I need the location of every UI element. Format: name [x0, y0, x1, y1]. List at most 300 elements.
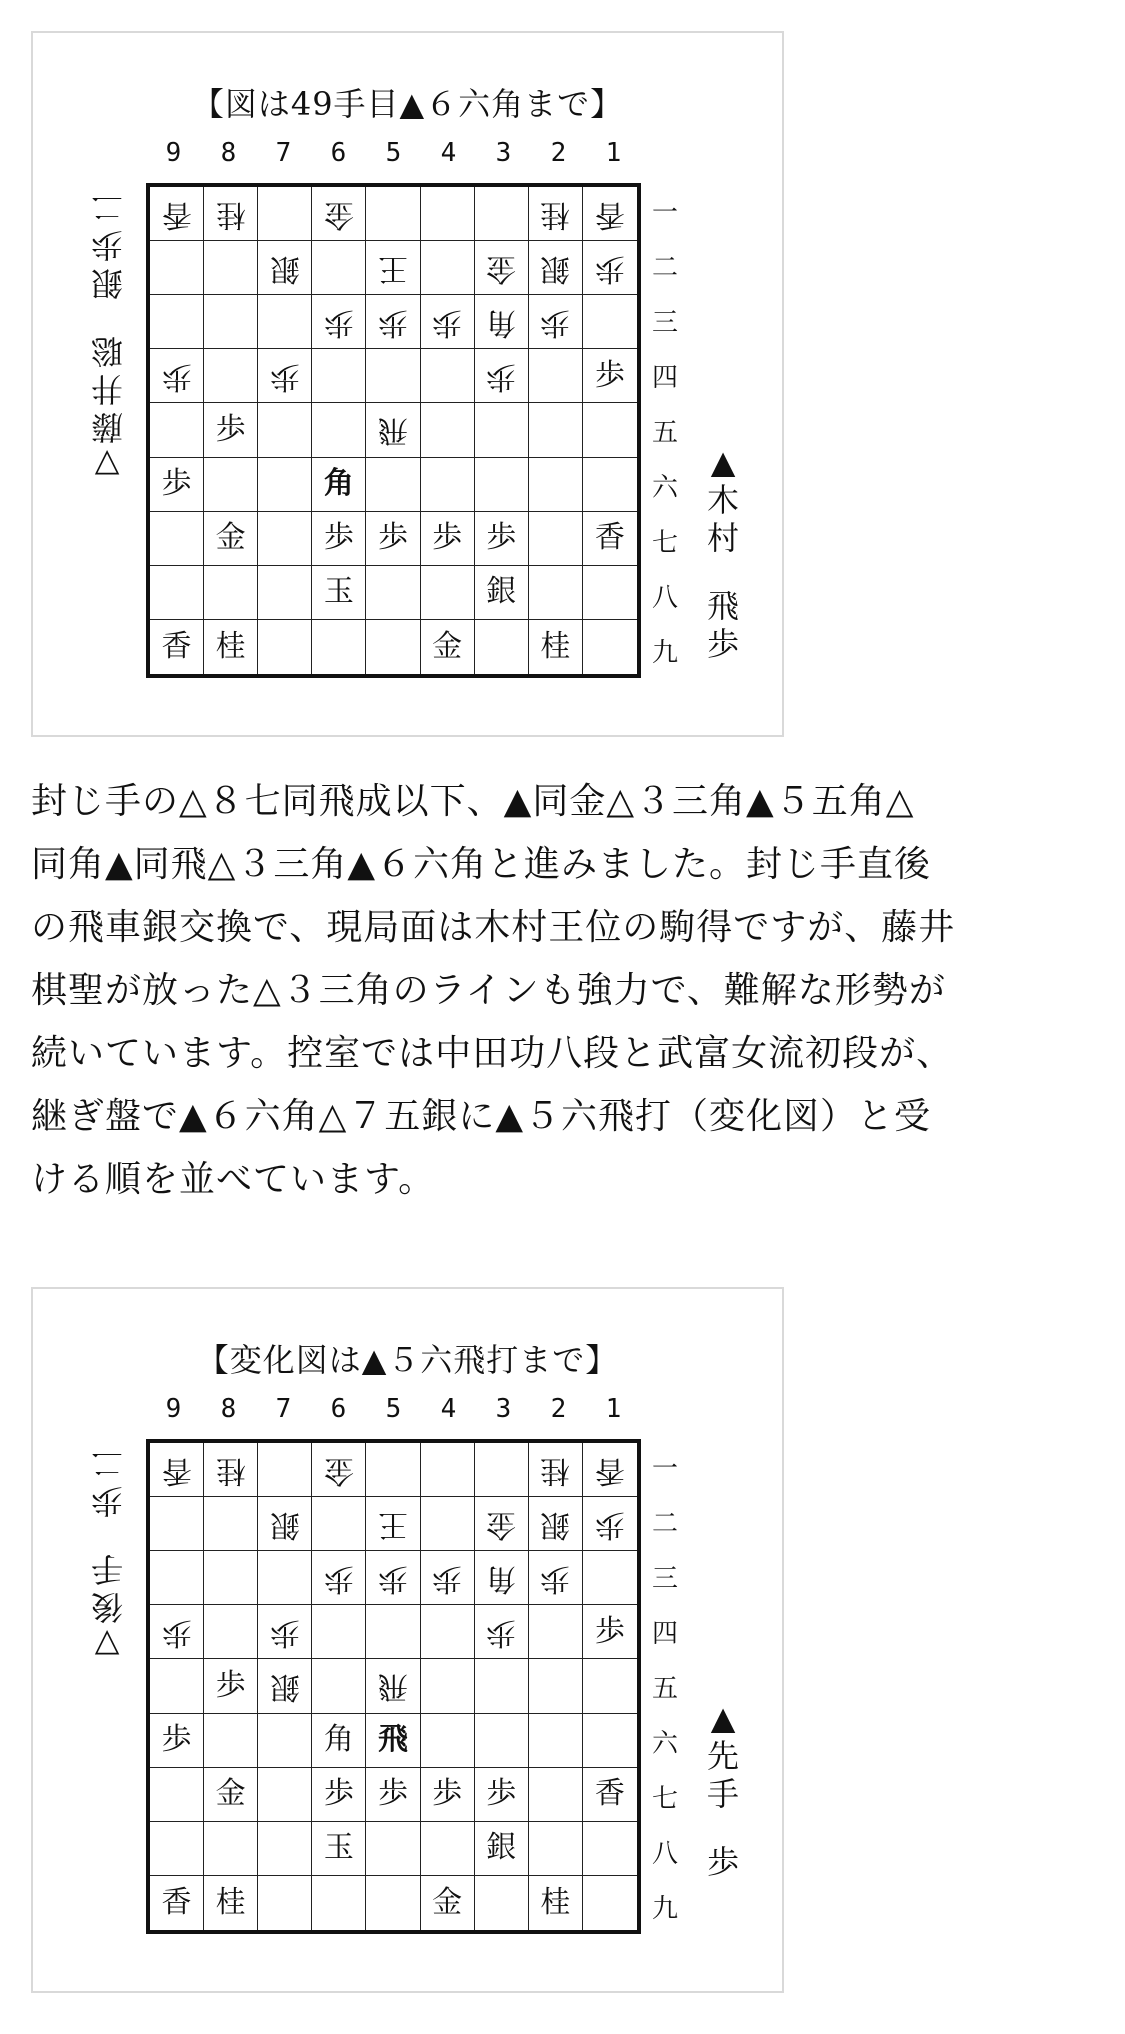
sente-piece — [312, 1714, 366, 1768]
empty-square — [475, 1443, 529, 1497]
empty-square — [583, 458, 637, 512]
turn-marker: ▽ — [94, 1626, 120, 1664]
turn-marker: ▲ — [710, 1699, 736, 1737]
empty-square — [204, 1497, 258, 1551]
empty-square — [258, 1714, 312, 1768]
empty-square — [258, 458, 312, 512]
empty-square — [529, 1822, 583, 1876]
empty-square — [583, 295, 637, 349]
piece-label: 歩 — [269, 1614, 300, 1650]
piece-label: 歩 — [377, 304, 408, 340]
sente-piece — [312, 458, 366, 512]
gote-piece — [366, 1659, 420, 1713]
sente-piece — [204, 512, 258, 566]
piece-label: 歩 — [161, 1722, 192, 1758]
sente-piece — [583, 1605, 637, 1659]
gote-piece — [204, 187, 258, 241]
empty-square — [204, 566, 258, 620]
piece-label: 王 — [377, 250, 408, 286]
sente-piece — [421, 1876, 475, 1930]
gote-piece — [421, 1551, 475, 1605]
empty-square — [204, 349, 258, 403]
piece-label: 金 — [486, 1506, 517, 1542]
sente-piece — [475, 1768, 529, 1822]
piece-label: 銀 — [269, 250, 300, 286]
piece-label: 桂 — [540, 628, 571, 664]
row-label: 六 — [651, 473, 678, 503]
gote-piece — [312, 187, 366, 241]
sente-piece — [204, 1659, 258, 1713]
piece-label: 歩 — [323, 1776, 354, 1812]
empty-square — [258, 1768, 312, 1822]
column-label: 8 — [220, 1394, 237, 1424]
empty-square — [421, 349, 475, 403]
piece-label: 歩 — [432, 1776, 463, 1812]
empty-square — [204, 1714, 258, 1768]
piece-label: 桂 — [215, 196, 246, 232]
piece-label: 香 — [594, 520, 625, 556]
gote-piece — [150, 1443, 204, 1497]
piece-label: 金 — [323, 1452, 354, 1488]
empty-square — [583, 403, 637, 457]
commentary-text — [31, 770, 1101, 1211]
empty-square — [312, 1605, 366, 1659]
empty-square — [258, 620, 312, 674]
piece-label: 歩 — [486, 1776, 517, 1812]
commentary-line: 継ぎ盤で▲６六角△７五銀に▲５六飛打（変化図）と受 — [31, 1096, 932, 1137]
column-label: 7 — [275, 1394, 292, 1424]
empty-square — [366, 1443, 420, 1497]
gote-piece — [366, 403, 420, 457]
piece-label: 香 — [161, 196, 192, 232]
empty-square — [366, 1822, 420, 1876]
empty-square — [312, 349, 366, 403]
player-name-char: 手 — [90, 1550, 123, 1588]
column-label: 4 — [440, 1394, 457, 1424]
piece-label: 歩 — [215, 1667, 246, 1703]
piece-label: 桂 — [540, 196, 571, 232]
row-label: 二 — [651, 1509, 678, 1539]
commentary-line: 封じ手の△８七同飛成以下、▲同金△３三角▲５五角△ — [31, 781, 915, 822]
piece-label: 香 — [594, 196, 625, 232]
empty-square — [312, 403, 366, 457]
row-label: 四 — [651, 1619, 678, 1649]
row-label: 一 — [651, 1454, 678, 1484]
empty-square — [583, 1876, 637, 1930]
column-label: 2 — [550, 138, 567, 168]
piece-label: 角 — [486, 304, 517, 340]
gote-piece — [529, 1497, 583, 1551]
empty-square — [366, 458, 420, 512]
empty-square — [475, 1714, 529, 1768]
empty-square — [583, 1551, 637, 1605]
empty-square — [312, 1876, 366, 1930]
piece-label: 歩 — [377, 1560, 408, 1596]
sente-piece — [475, 566, 529, 620]
empty-square — [150, 403, 204, 457]
piece-label: 玉 — [323, 1830, 354, 1866]
sente-piece — [583, 349, 637, 403]
gote-piece — [529, 1443, 583, 1497]
player-name-char: 後 — [90, 1588, 123, 1626]
empty-square — [204, 241, 258, 295]
gote-piece — [475, 1497, 529, 1551]
sente-piece — [366, 1768, 420, 1822]
empty-square — [583, 566, 637, 620]
empty-square — [150, 295, 204, 349]
piece-label: 歩 — [161, 466, 192, 502]
piece-label: 金 — [215, 520, 246, 556]
sente-piece — [421, 620, 475, 674]
column-labels — [146, 133, 641, 173]
piece-label: 桂 — [215, 1452, 246, 1488]
empty-square — [150, 1822, 204, 1876]
column-label: 3 — [495, 138, 512, 168]
gote-piece — [366, 1551, 420, 1605]
column-label: 8 — [220, 138, 237, 168]
row-label: 七 — [651, 528, 678, 558]
turn-marker: ▽ — [94, 446, 120, 484]
gote-piece — [529, 241, 583, 295]
gote-piece — [583, 241, 637, 295]
column-label: 6 — [330, 1394, 347, 1424]
row-label: 六 — [651, 1729, 678, 1759]
empty-square — [529, 349, 583, 403]
shogi-board — [146, 1439, 641, 1934]
hand-piece-char: 歩 — [90, 226, 123, 264]
gote-piece — [312, 295, 366, 349]
player-name-char: 聡 — [90, 332, 123, 370]
empty-square — [258, 1876, 312, 1930]
row-label: 五 — [651, 1674, 678, 1704]
sente-piece — [366, 512, 420, 566]
row-label: 三 — [651, 308, 678, 338]
sente-piece — [312, 1768, 366, 1822]
empty-square — [366, 620, 420, 674]
hand-piece-char: 二 — [90, 188, 123, 226]
empty-square — [421, 1497, 475, 1551]
empty-square — [204, 295, 258, 349]
gote-hand — [77, 1444, 137, 1804]
sente-piece — [204, 1768, 258, 1822]
empty-square — [150, 512, 204, 566]
row-label: 一 — [651, 198, 678, 228]
empty-square — [475, 458, 529, 512]
piece-label: 金 — [215, 1776, 246, 1812]
shogi-board — [146, 183, 641, 678]
player-name-char: 木 — [706, 481, 739, 519]
empty-square — [150, 1551, 204, 1605]
piece-label: 歩 — [594, 250, 625, 286]
gote-piece — [529, 187, 583, 241]
gote-piece — [475, 1605, 529, 1659]
piece-label: 歩 — [486, 358, 517, 394]
sente-piece — [150, 458, 204, 512]
piece-label: 角 — [323, 1722, 354, 1758]
sente-piece — [529, 1876, 583, 1930]
piece-label: 香 — [594, 1452, 625, 1488]
hand-text-rotated — [91, 188, 123, 484]
column-label: 5 — [385, 138, 402, 168]
column-label: 9 — [165, 1394, 182, 1424]
player-name-char: 井 — [90, 370, 123, 408]
gote-piece — [475, 1551, 529, 1605]
gote-piece — [258, 241, 312, 295]
row-label: 八 — [651, 583, 678, 613]
empty-square — [258, 1443, 312, 1497]
empty-square — [366, 1876, 420, 1930]
piece-label: 飛 — [377, 412, 408, 448]
column-label: 1 — [605, 1394, 622, 1424]
empty-square — [258, 1551, 312, 1605]
commentary-line: 続いています。控室では中田功八段と武富女流初段が、 — [31, 1033, 954, 1074]
piece-label: 歩 — [377, 520, 408, 556]
empty-square — [529, 1605, 583, 1659]
piece-label: 銀 — [269, 1506, 300, 1542]
piece-label: 飛 — [377, 1668, 408, 1704]
empty-square — [150, 1659, 204, 1713]
piece-label: 桂 — [215, 1884, 246, 1920]
sente-piece — [204, 1876, 258, 1930]
hand-piece-char: 銀 — [90, 264, 123, 302]
gote-piece — [258, 1605, 312, 1659]
gote-piece — [366, 295, 420, 349]
column-labels — [146, 1389, 641, 1429]
empty-square — [529, 566, 583, 620]
piece-label: 銀 — [486, 574, 517, 610]
piece-label: 桂 — [215, 628, 246, 664]
sente-piece — [204, 620, 258, 674]
piece-label: 香 — [594, 1776, 625, 1812]
piece-label: 歩 — [486, 1614, 517, 1650]
sente-hand — [693, 443, 753, 663]
piece-label: 銀 — [269, 1668, 300, 1704]
row-labels — [647, 1439, 683, 1934]
empty-square — [475, 1876, 529, 1930]
gote-piece — [366, 241, 420, 295]
gote-piece — [312, 1551, 366, 1605]
empty-square — [475, 1659, 529, 1713]
sente-piece — [312, 566, 366, 620]
column-label: 1 — [605, 138, 622, 168]
hand-piece-char: 飛 — [706, 587, 739, 625]
gote-piece — [204, 1443, 258, 1497]
empty-square — [258, 403, 312, 457]
gote-piece — [583, 1443, 637, 1497]
sente-piece — [583, 512, 637, 566]
gote-piece — [258, 1659, 312, 1713]
piece-label: 歩 — [161, 358, 192, 394]
empty-square — [529, 458, 583, 512]
gote-piece — [529, 295, 583, 349]
row-labels — [647, 183, 683, 678]
piece-label: 歩 — [540, 1560, 571, 1596]
gote-piece — [583, 1497, 637, 1551]
gote-piece — [258, 349, 312, 403]
hand-piece-char: 歩 — [706, 1843, 739, 1881]
empty-square — [475, 620, 529, 674]
hand-text-rotated — [91, 1444, 123, 1664]
empty-square — [204, 1822, 258, 1876]
empty-square — [529, 1768, 583, 1822]
gote-piece — [475, 295, 529, 349]
empty-square — [583, 1822, 637, 1876]
piece-label: 金 — [323, 196, 354, 232]
piece-label: 王 — [377, 1506, 408, 1542]
empty-square — [421, 241, 475, 295]
gote-piece — [475, 349, 529, 403]
piece-label: 銀 — [540, 1506, 571, 1542]
empty-square — [529, 403, 583, 457]
row-label: 九 — [651, 1894, 678, 1924]
empty-square — [366, 187, 420, 241]
sente-piece — [150, 620, 204, 674]
empty-square — [204, 1605, 258, 1659]
piece-label: 歩 — [161, 1614, 192, 1650]
empty-square — [366, 1605, 420, 1659]
empty-square — [204, 1551, 258, 1605]
piece-label: 銀 — [486, 1830, 517, 1866]
gote-piece — [150, 187, 204, 241]
piece-label: 香 — [161, 1452, 192, 1488]
row-label: 二 — [651, 253, 678, 283]
piece-label: 銀 — [540, 250, 571, 286]
gote-piece — [150, 1605, 204, 1659]
piece-label: 金 — [486, 250, 517, 286]
piece-label: 歩 — [323, 1560, 354, 1596]
piece-label: 桂 — [540, 1452, 571, 1488]
commentary-line: 棋聖が放った△３三角のラインも強力で、難解な形勢が — [31, 970, 946, 1011]
sente-piece — [150, 1876, 204, 1930]
diagram-title: 【変化図は▲５六飛打まで】 — [196, 1341, 619, 1379]
piece-label: 角 — [323, 466, 354, 502]
column-label: 9 — [165, 138, 182, 168]
sente-piece — [583, 1768, 637, 1822]
empty-square — [258, 1822, 312, 1876]
piece-label: 歩 — [432, 520, 463, 556]
empty-square — [529, 1659, 583, 1713]
piece-label: 歩 — [432, 1560, 463, 1596]
empty-square — [475, 403, 529, 457]
sente-piece — [366, 1714, 420, 1768]
piece-label: 歩 — [323, 304, 354, 340]
row-label: 八 — [651, 1839, 678, 1869]
sente-piece — [312, 1822, 366, 1876]
hand-piece-char: 二 — [90, 1444, 123, 1482]
empty-square — [421, 1443, 475, 1497]
empty-square — [258, 295, 312, 349]
column-label: 3 — [495, 1394, 512, 1424]
sente-piece — [475, 1822, 529, 1876]
row-label: 三 — [651, 1564, 678, 1594]
empty-square — [312, 620, 366, 674]
piece-label: 歩 — [594, 1613, 625, 1649]
empty-square — [529, 1714, 583, 1768]
sente-piece — [204, 403, 258, 457]
gote-piece — [366, 1497, 420, 1551]
commentary-line: ける順を並べています。 — [31, 1159, 436, 1200]
empty-square — [258, 566, 312, 620]
piece-label: 桂 — [540, 1884, 571, 1920]
empty-square — [421, 1822, 475, 1876]
piece-label: 歩 — [540, 304, 571, 340]
turn-marker: ▲ — [710, 443, 736, 481]
sente-piece — [421, 1768, 475, 1822]
empty-square — [312, 1659, 366, 1713]
sente-piece — [312, 512, 366, 566]
gote-piece — [583, 187, 637, 241]
diagram-2 — [31, 1287, 784, 1993]
commentary-line: の飛車銀交換で、現局面は木村王位の駒得ですが、藤井 — [31, 907, 956, 948]
empty-square — [421, 1714, 475, 1768]
row-label: 五 — [651, 418, 678, 448]
empty-square — [366, 349, 420, 403]
column-label: 6 — [330, 138, 347, 168]
gote-piece — [475, 241, 529, 295]
piece-label: 歩 — [269, 358, 300, 394]
row-label: 四 — [651, 363, 678, 393]
column-label: 5 — [385, 1394, 402, 1424]
column-label: 2 — [550, 1394, 567, 1424]
gote-piece — [312, 1443, 366, 1497]
empty-square — [258, 187, 312, 241]
piece-label: 金 — [432, 628, 463, 664]
piece-label: 飛 — [377, 1722, 408, 1758]
gote-piece — [150, 349, 204, 403]
gote-piece — [529, 1551, 583, 1605]
player-name-char: 村 — [706, 519, 739, 557]
piece-label: 歩 — [215, 411, 246, 447]
empty-square — [150, 1768, 204, 1822]
piece-label: 歩 — [486, 520, 517, 556]
commentary-line: 同角▲同飛△３三角▲６六角と進みました。封じ手直後 — [31, 844, 932, 885]
sente-piece — [529, 620, 583, 674]
piece-label: 歩 — [323, 520, 354, 556]
empty-square — [421, 1605, 475, 1659]
empty-square — [421, 187, 475, 241]
empty-square — [150, 241, 204, 295]
gote-piece — [421, 295, 475, 349]
piece-label: 歩 — [377, 1776, 408, 1812]
empty-square — [583, 620, 637, 674]
sente-piece — [421, 512, 475, 566]
piece-label: 玉 — [323, 574, 354, 610]
sente-piece — [150, 1714, 204, 1768]
gote-piece — [258, 1497, 312, 1551]
empty-square — [529, 512, 583, 566]
empty-square — [204, 458, 258, 512]
empty-square — [421, 403, 475, 457]
diagram-1 — [31, 31, 784, 737]
empty-square — [312, 1497, 366, 1551]
empty-square — [421, 1659, 475, 1713]
gote-hand — [77, 188, 137, 548]
piece-label: 香 — [161, 1884, 192, 1920]
empty-square — [475, 187, 529, 241]
piece-label: 香 — [161, 628, 192, 664]
empty-square — [421, 458, 475, 512]
player-name-char: 手 — [706, 1775, 739, 1813]
piece-label: 角 — [486, 1560, 517, 1596]
piece-label: 歩 — [594, 357, 625, 393]
row-label: 九 — [651, 638, 678, 668]
piece-label: 歩 — [594, 1506, 625, 1542]
diagram-title: 【図は49手目▲６六角まで】 — [191, 85, 624, 123]
empty-square — [150, 1497, 204, 1551]
sente-piece — [475, 512, 529, 566]
sente-hand — [693, 1699, 753, 1881]
empty-square — [150, 566, 204, 620]
